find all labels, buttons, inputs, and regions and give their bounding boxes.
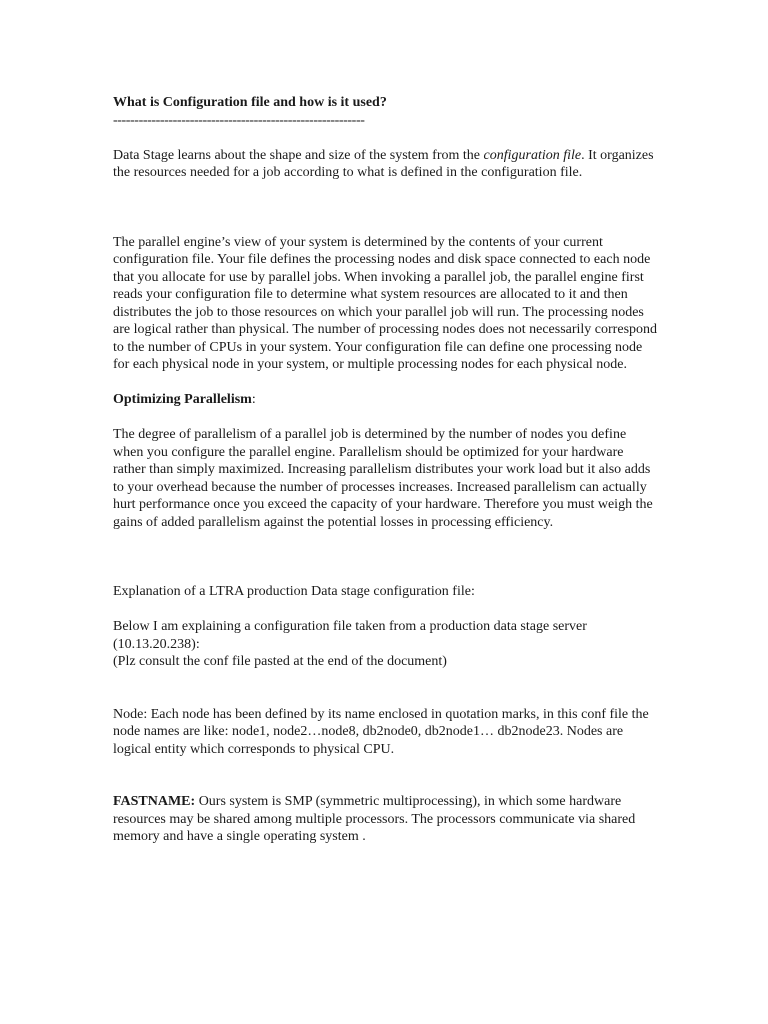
explanation-heading: Explanation of a LTRA production Data stage configuration file:: [113, 584, 475, 599]
server-paragraph: Below I am explaining a configuration file taken from a production data stage server (10.13.20.238):: [113, 619, 587, 652]
section-heading-optimizing: [113, 391, 658, 409]
node-paragraph: Node: Each node has been defined by its name enclosed in quotation marks, in this conf file the node names are like: node1, node2…node8, db2node0, db2node1… db2node23. Nodes are logical entity which corresponds to physical CPU.: [113, 706, 649, 757]
spacer: [113, 409, 658, 427]
fastname-label: FASTNAME:: [113, 794, 196, 809]
spacer: [113, 531, 658, 583]
section-heading-colon: :: [251, 392, 256, 407]
spacer: [113, 671, 658, 706]
intro-text-start: Data Stage learns about the shape and size of the system from the: [113, 147, 484, 163]
title-underline-rule: -----------------------------------------------------------: [113, 112, 365, 128]
parallelism-paragraph: The degree of parallelism of a parallel job is determined by the number of nodes you define when you configure the parallel engine. Parallelism should be optimized for your hardware rather than simply maximized. Increasing parallelism distributes your work load but it also adds to your overhead because the number of processes increases. Increased parallelism can actually hurt performance once you exceed the capacity of your hardware. Therefore you must weigh the gains of added parallelism against the potential losses in processing efficiency.: [113, 427, 653, 530]
intro-text-end: . It organizes the resources needed for a job according to what is defined in the configuration file.: [113, 147, 654, 180]
spacer: [113, 758, 658, 793]
spacer: [113, 182, 658, 234]
document-page: [113, 94, 658, 846]
spacer: [113, 374, 658, 392]
consult-note: (Plz consult the conf file pasted at the end of the document): [113, 654, 447, 669]
engine-view-paragraph: The parallel engine’s view of your system is determined by the contents of your current configuration file. Your file defines the processing nodes and disk space connected to each node that you allocate for use by parallel jobs. When invoking a parallel job, the parallel engine first reads your configuration file to determine what system resources are allocated to it and then distributes the job to those resources on which your parallel job will run. The processing nodes are logical rather than physical. The number of processing nodes does not necessarily correspond to the number of CPUs in your system. Your configuration file can define one processing node for each physical node in your system, or multiple processing nodes for each physical node.: [113, 234, 658, 372]
spacer: [113, 601, 658, 619]
document-title: What is Configuration file and how is it used?: [113, 95, 387, 110]
fastname-text: Ours system is SMP (symmetric multiprocessing), in which some hardware resources may be shared among multiple processors. The processors communicate via shared memory and have a single operating system .: [113, 794, 636, 844]
intro-italic-term: configuration file: [483, 147, 582, 163]
section-heading-text: Optimizing Parallelism: [113, 392, 252, 407]
intro-paragraph: [113, 147, 658, 182]
fastname-paragraph: [113, 793, 658, 846]
spacer: [113, 129, 658, 147]
